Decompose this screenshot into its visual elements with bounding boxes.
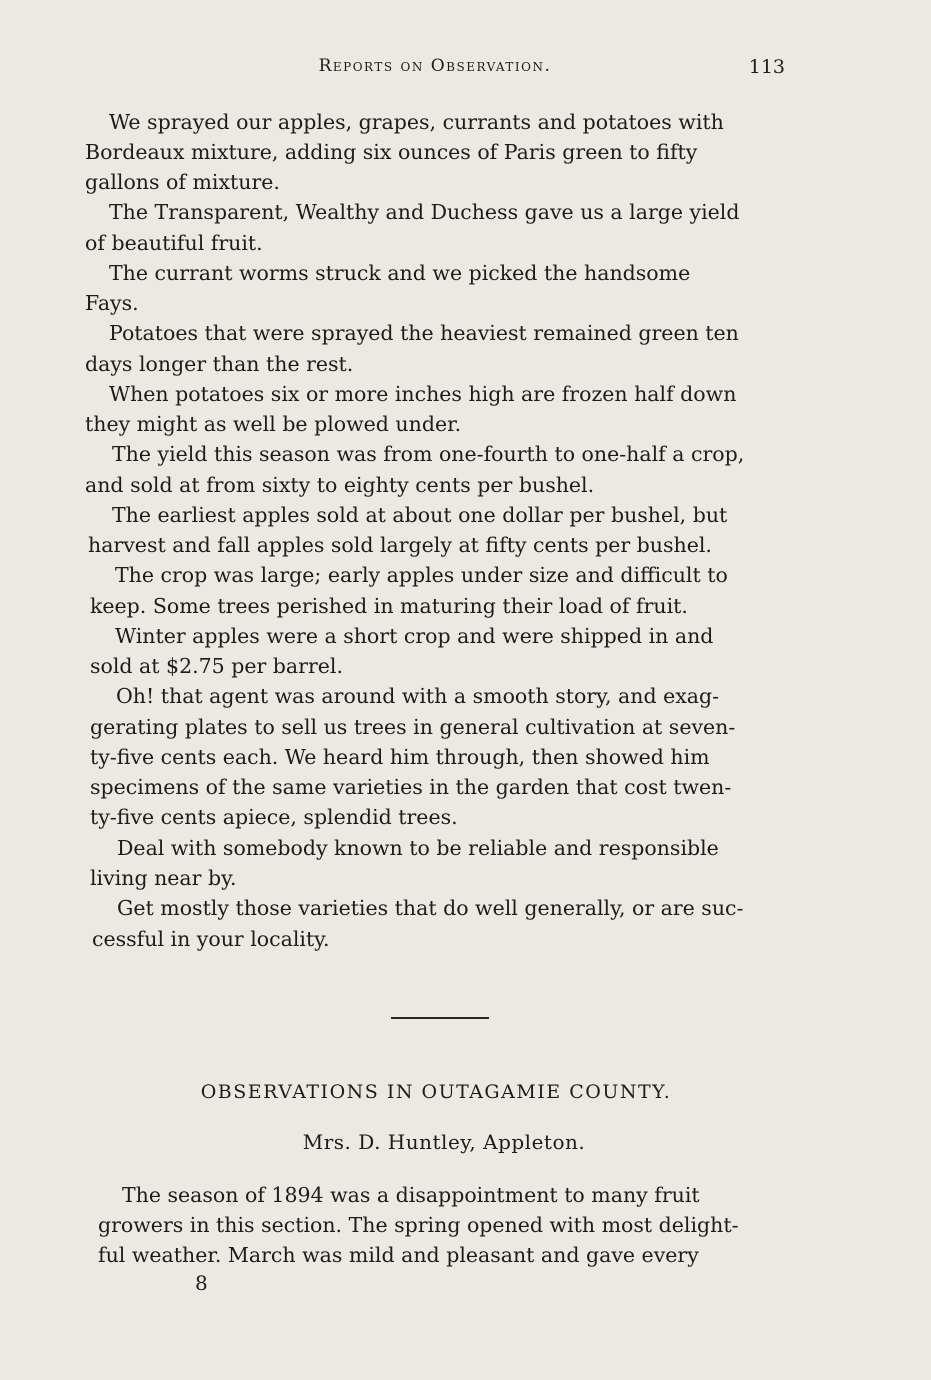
section-line: The season of 1894 was a disappointment to many fruit [122, 1183, 700, 1207]
page-number: 113 [748, 56, 785, 78]
body-line: keep. Some trees perished in maturing their load of fruit. [90, 594, 688, 618]
body-line: When potatoes six or more inches high are frozen half down [109, 382, 737, 406]
section-line: ful weather. March was mild and pleasant and gave every [98, 1243, 699, 1267]
body-line: sold at $2.75 per barrel. [90, 654, 343, 678]
running-head [85, 56, 785, 86]
section-heading: OBSERVATIONS IN OUTAGAMIE COUNTY. [200, 1081, 672, 1103]
section-divider [391, 1017, 489, 1019]
body-line: Oh! that agent was around with a smooth story, and exag- [116, 684, 720, 708]
body-line: days longer than the rest. [85, 352, 354, 376]
body-line: Get mostly those varieties that do well generally, or are suc- [117, 896, 744, 920]
section-author: Mrs. D. Huntley, Appleton. [302, 1130, 586, 1154]
body-line: ty-five cents apiece, splendid trees. [90, 805, 458, 829]
body-line: Deal with somebody known to be reliable and responsible [117, 836, 719, 860]
body-line: living near by. [90, 866, 237, 890]
body-line: harvest and fall apples sold largely at fifty cents per bushel. [88, 533, 712, 557]
body-line: Winter apples were a short crop and were shipped in and [115, 624, 714, 648]
body-line: they might as well be plowed under. [85, 412, 462, 436]
body-line: cessful in your locality. [92, 927, 330, 951]
body-line: of beautiful fruit. [85, 231, 263, 255]
body-line: The crop was large; early apples under size and difficult to [115, 563, 728, 587]
signature-mark: 8 [195, 1271, 208, 1295]
body-line: gallons of mixture. [85, 170, 280, 194]
body-line: The earliest apples sold at about one dollar per bushel, but [112, 503, 728, 527]
body-line: The Transparent, Wealthy and Duchess gave us a large yield [109, 200, 740, 224]
body-line: We sprayed our apples, grapes, currants and potatoes with [109, 110, 724, 134]
body-line: The currant worms struck and we picked the handsome [109, 261, 691, 285]
body-line: ty-five cents each. We heard him through, then showed him [90, 745, 710, 769]
section-line: growers in this section. The spring opened with most delight- [98, 1213, 739, 1237]
body-line: and sold at from sixty to eighty cents per bushel. [85, 473, 595, 497]
body-line: Fays. [85, 291, 139, 315]
body-line: Potatoes that were sprayed the heaviest remained green ten [109, 321, 739, 345]
body-line: specimens of the same varieties in the garden that cost twen- [90, 775, 732, 799]
running-title: Reports on Observation. [318, 56, 552, 76]
body-line: The yield this season was from one-fourth to one-half a crop, [112, 442, 745, 466]
body-line: Bordeaux mixture, adding six ounces of Paris green to fifty [85, 140, 698, 164]
body-line: gerating plates to sell us trees in general cultivation at seven- [90, 715, 736, 739]
